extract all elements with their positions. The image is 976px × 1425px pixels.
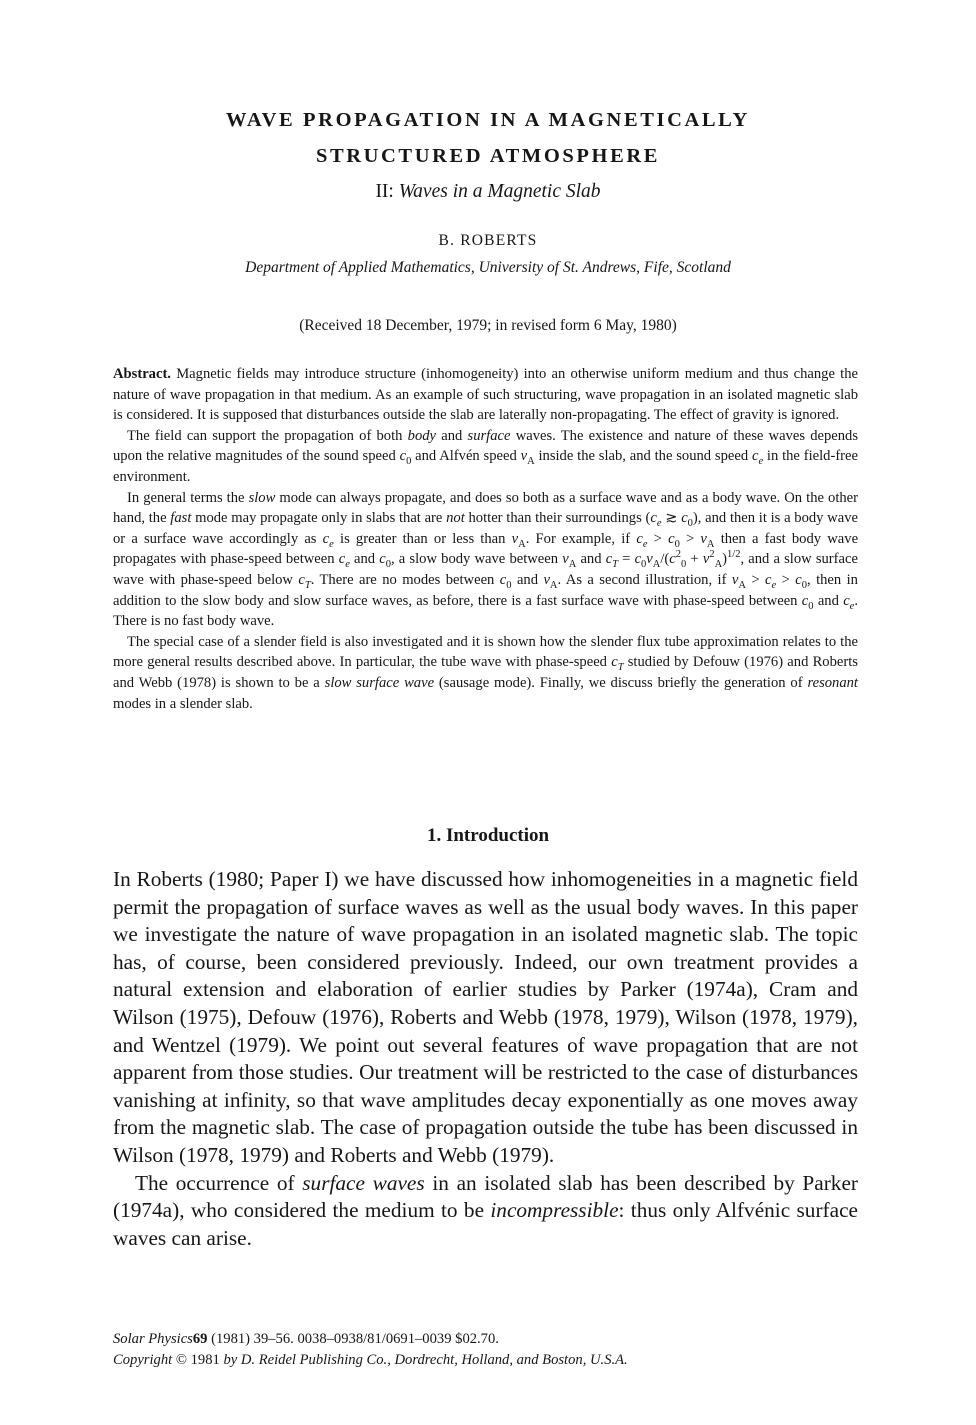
citation-details: (1981) 39–56. 0038–0938/81/0691–0039 $02.70. (211, 1331, 499, 1347)
abstract-paragraph-1: Abstract. Magnetic fields may introduce structure (inhomogeneity) into an otherwise uniform medium and thus change the nature of wave propagation in that medium. As an example of such structuring, wave propagation in an isolated magnetic slab is considered. It is supposed that disturbances outside the slab are laterally non-propagating. The effect of gravity is ignored. (113, 366, 858, 424)
abstract (113, 364, 858, 714)
author: B. ROBERTS (438, 232, 538, 249)
paper-subtitle (0, 181, 976, 203)
abstract-paragraph-3: In general terms the slow mode can always propagate, and does so both as a surface wave and as a body wave. On the other hand, the fast mode may propagate only in slabs that are not hotter than their surroundings ($c_e$ ≳ $c_0$), and then it is a body wave or a surface wave accordingly as $c_e$ is greater than or less than $v_A$. For example, if $c_e > c_0 > v_A$ then a fast body wave propagates with phase-speed between $c_e$ and $c_0$, a slow body wave between $v_A$ and $c_T = c_0v_A/(c^2_0 + v^2_A)^{1/2}$, and a slow surface wave with phase-speed below $c_T$. There are no modes between $c_0$ and $v_A$. As a second illustration, if $v_A > c_e > c_0$, then in addition to the slow body and slow surface waves, as before, there is a fast surface wave with phase-speed between $c_0$ and $c_e$. There is no fast body wave. (113, 489, 859, 630)
abstract-label: Abstract. (113, 366, 171, 382)
introduction-body (113, 866, 858, 1252)
citation-line (113, 1329, 873, 1350)
subtitle-part-number: II: (375, 181, 394, 202)
journal-volume: 69 (192, 1331, 208, 1347)
abstract-paragraph-4: The special case of a slender field is also investigated and it is shown how the slender flux tube approximation relates to the more general results described above. In particular, the tube wave with phase-speed $c_T$ studied by Defouw (1976) and Roberts and Webb (1978) is shown to be a slow surface wave (sausage mode). Finally, we discuss briefly the generation of resonant modes in a slender slab. (113, 633, 858, 712)
journal-name: Solar Physics (113, 1331, 193, 1347)
subtitle-text: Waves in a Magnetic Slab (398, 181, 601, 202)
publication-footer (113, 1329, 873, 1370)
introduction-paragraph-2: The occurrence of surface waves in an isolated slab has been described by Parker (1974a), who considered the medium to be incompressible: thus only Alfvénic surface waves can arise. (113, 1170, 858, 1250)
paper-title-line-2: STRUCTURED ATMOSPHERE (315, 145, 661, 167)
introduction-paragraph-1: In Roberts (1980; Paper I) we have discussed how inhomogeneities in a magnetic field permit the propagation of surface waves as well as the usual body waves. In this paper we investigate the nature of wave propagation in an isolated magnetic slab. The topic has, of course, been considered previously. Indeed, our own treatment provides a natural extension and elaboration of earlier studies by Parker (1974a), Cram and Wilson (1975), Defouw (1976), Roberts and Webb (1978, 1979), Wilson (1978, 1979), and Wentzel (1979). We point out several features of wave propagation that are not apparent from those studies. Our treatment will be restricted to the case of disturbances vanishing at infinity, so that wave amplitudes decay exponentially as one moves away from the magnetic slab. The case of propagation outside the tube has been discussed in Wilson (1978, 1979) and Roberts and Webb (1979). (113, 867, 858, 1167)
affiliation: Department of Applied Mathematics, University of St. Andrews, Fife, Scotland (245, 259, 731, 276)
paper-title-line-1: WAVE PROPAGATION IN A MAGNETICALLY (226, 109, 750, 131)
received-dates: (Received 18 December, 1979; in revised form 6 May, 1980) (299, 317, 677, 334)
abstract-paragraph-2: The field can support the propagation of both body and surface waves. The existence and nature of these waves depends upon the relative magnitudes of the sound speed $c_0$ and Alfvén speed $v_A$ inside the slab, and the sound speed $c_e$ in the field-free environment. (113, 427, 859, 485)
copyright-line: Copyright © 1981 by D. Reidel Publishing Co., Dordrecht, Holland, and Boston, U.S.A. (113, 1351, 628, 1368)
section-heading-introduction: 1. Introduction (426, 825, 550, 846)
copyright-symbol: © (175, 1351, 187, 1368)
